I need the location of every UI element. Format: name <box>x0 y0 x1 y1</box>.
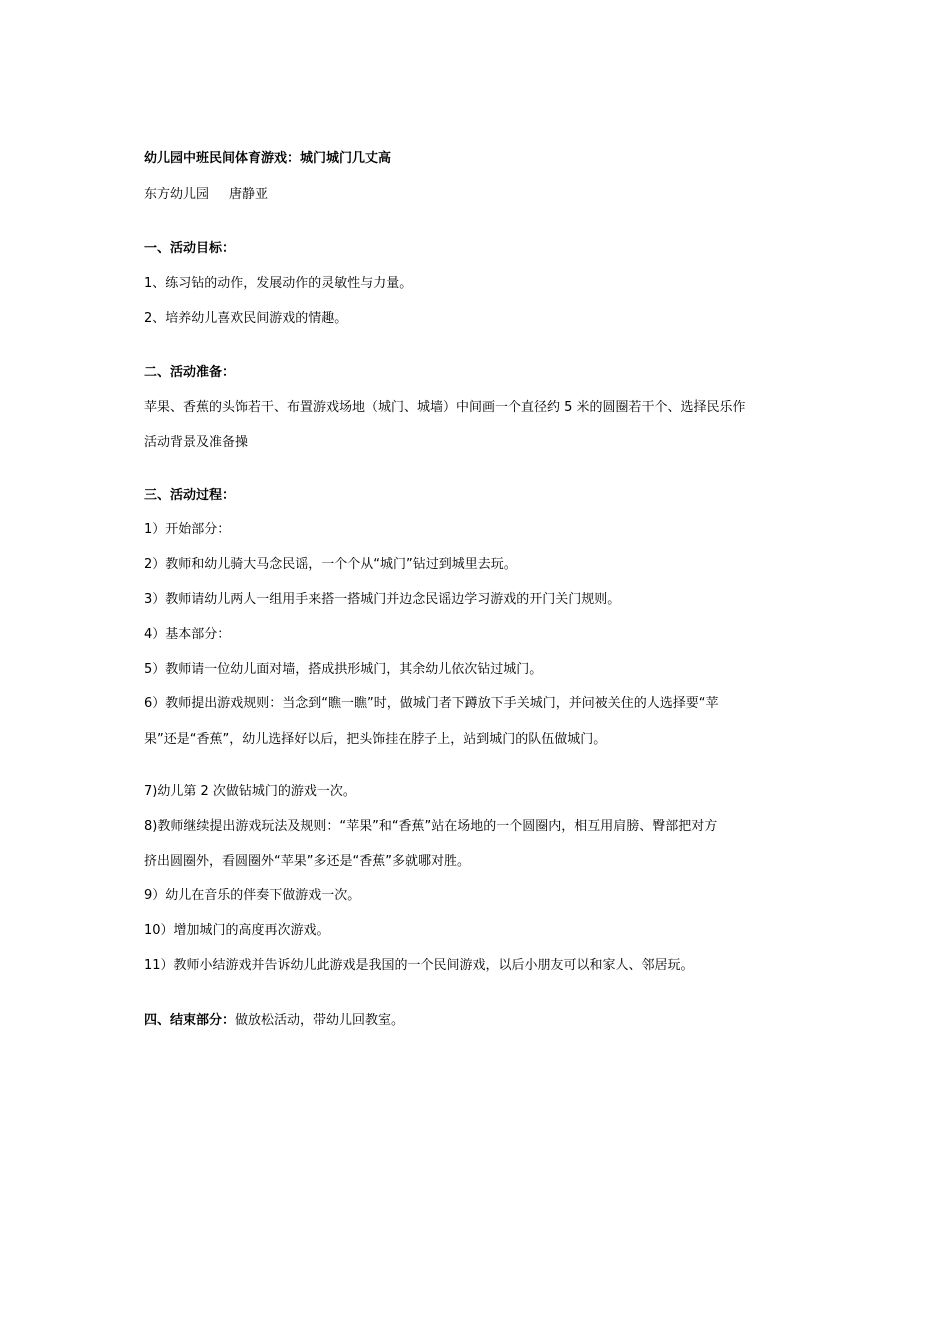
document-title: 幼儿园中班民间体育游戏：城门城门几丈高 <box>144 151 392 166</box>
section4-line <box>144 1012 404 1030</box>
section2-line: 活动背景及准备操 <box>144 435 249 450</box>
author-school: 东方幼儿园 <box>144 187 210 202</box>
section3-heading: 三、活动过程： <box>144 488 236 503</box>
section3-line: 4）基本部分： <box>144 627 231 642</box>
section3-line: 5）教师请一位幼儿面对墙，搭成拱形城门，其余幼儿依次钻过城门。 <box>144 662 543 677</box>
section3-line: 6）教师提出游戏规则：当念到“瞧一瞧”时，做城门者下蹲放下手关城门，并问被关住的人选择要“苹 <box>144 696 719 711</box>
section2-line: 苹果、香蕉的头饰若干、布置游戏场地（城门、城墙）中间画一个直径约 5 米的圆圈若干个、选择民乐作 <box>144 400 746 415</box>
section3-line: 9）幼儿在音乐的伴奏下做游戏一次。 <box>144 888 361 903</box>
section4-text: 做放松活动，带幼儿回教室。 <box>235 1013 405 1028</box>
section3-line: 10）增加城门的高度再次游戏。 <box>144 923 330 938</box>
section1-heading: 一、活动目标： <box>144 241 236 256</box>
section3-line: 2）教师和幼儿骑大马念民谣，一个个从“城门”钻过到城里去玩。 <box>144 557 517 572</box>
section3-line: 11）教师小结游戏并告诉幼儿此游戏是我国的一个民间游戏，以后小朋友可以和家人、邻居玩。 <box>144 958 694 973</box>
section4-heading: 四、结束部分： <box>144 1013 236 1028</box>
section3-line: 8)教师继续提出游戏玩法及规则：“苹果”和“香蕉”站在场地的一个圆圈内，相互用肩膀、臀部把对方 <box>144 819 718 834</box>
section1-item: 1、练习钻的动作，发展动作的灵敏性与力量。 <box>144 276 413 291</box>
author-name: 唐静亚 <box>229 187 269 202</box>
section3-line: 3）教师请幼儿两人一组用手来搭一搭城门并边念民谣边学习游戏的开门关门规则。 <box>144 592 621 607</box>
section3-line: 7)幼儿第 2 次做钻城门的游戏一次。 <box>144 784 356 799</box>
section2-heading: 二、活动准备： <box>144 365 236 380</box>
author-line <box>144 186 268 204</box>
section3-line: 挤出圆圈外，看圆圈外“苹果”多还是“香蕉”多就哪对胜。 <box>144 854 470 869</box>
section3-line: 1）开始部分： <box>144 522 231 537</box>
section1-item: 2、培养幼儿喜欢民间游戏的情趣。 <box>144 311 348 326</box>
section3-line: 果”还是“香蕉”，幼儿选择好以后，把头饰挂在脖子上，站到城门的队伍做城门。 <box>144 732 607 747</box>
